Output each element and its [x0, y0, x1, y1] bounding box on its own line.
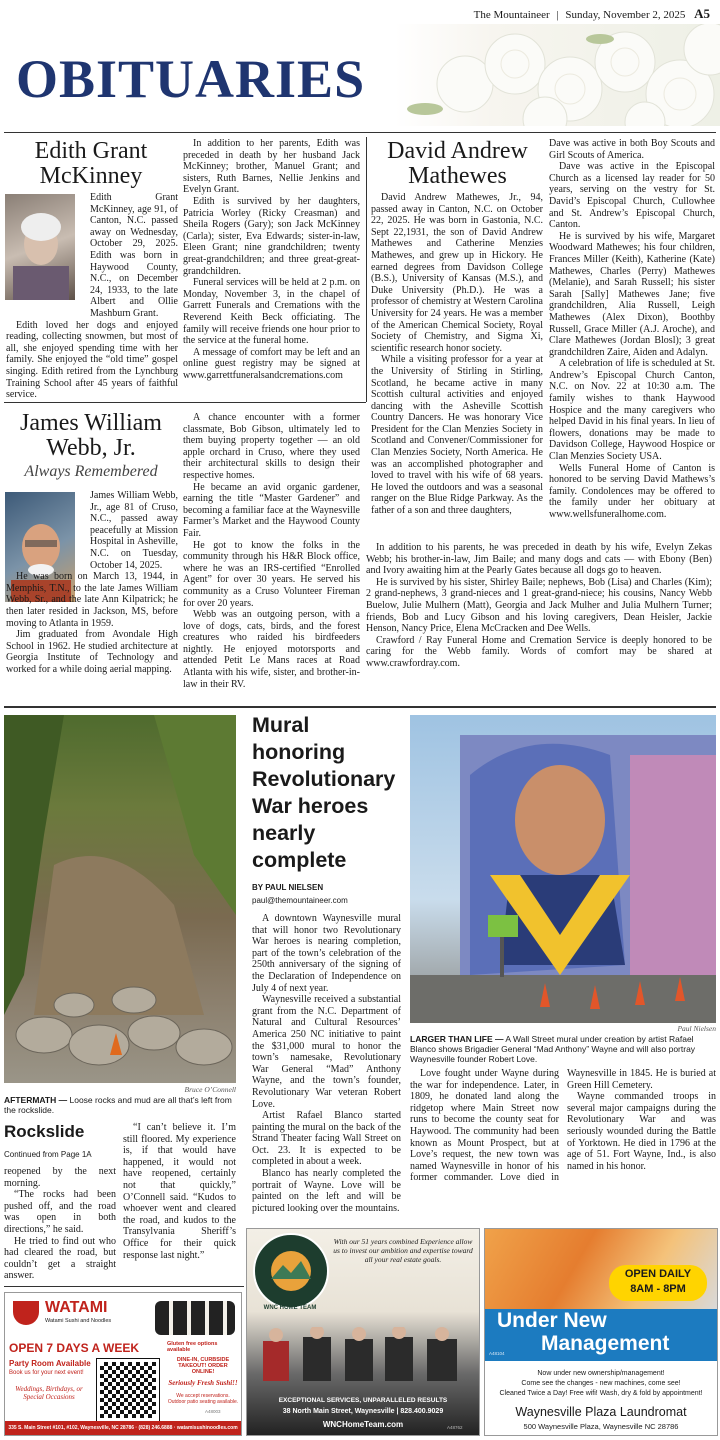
paragraph: Love fought under Wayne during the war for independence. Later, in 1809, he donated land along the ridgetop where Main Street now runs to become the county seat for Haywood. The community had been known as Mount Prospect, but at Love’s request, the new town was named Waynesville in honor of his former commander. Love died in Waynesville in 1845. He is buried at Green Hill Cemetery. — [410, 1068, 716, 1184]
watami-accept: We accept reservations. Outdoor patio seating available. — [167, 1393, 239, 1405]
watami-sub: Watami Sushi and Noodles — [45, 1318, 112, 1324]
paragraph: Dave was active in the Episcopal Church as a licensed lay reader for 50 years, serving on the vestry for St. David’s Episcopal Church, Cullowhee and St. Andrew’s Episcopal Church, Canton. — [549, 161, 715, 231]
sushi-image — [155, 1301, 235, 1335]
rockslide-headline: Rockslide — [4, 1122, 85, 1141]
page-number: A5 — [694, 6, 710, 21]
laundromat-address: 500 Waynesville Plaza, Waynesville NC 28786 — [523, 1422, 679, 1431]
laundromat-headline-1: Under New — [497, 1309, 607, 1332]
watami-brand: WATAMI — [45, 1299, 108, 1316]
caption-text: Loose rocks and mud are all that’s left from the rockslide. — [4, 1095, 232, 1115]
laundromat-name: Waynesville Plaza Laundromat — [515, 1405, 687, 1419]
bowl-icon — [13, 1301, 39, 1325]
mural-text-col2 — [410, 1068, 716, 1200]
team-photo — [257, 1327, 469, 1381]
watami-party: Party Room Available — [9, 1359, 91, 1368]
webb-subtitle: Always Remembered — [24, 463, 158, 480]
paragraph: Wells Funeral Home of Canton is honored to be serving David Mathews’s family. Condolences may be offered to the family under her obituary at www.wellsfuneralhome.com. — [549, 462, 715, 520]
webb-text-col3 — [366, 542, 712, 670]
mckinney-text-col2 — [183, 138, 360, 381]
paragraph: He is survived by his sister, Shirley Baile; nephews, Bob (Lisa) and Charles (Kim); 2 grand-nephews, 3 grand-nieces and 1 great-grand-niece; his cousins, Nancy Webb Buelow, Julie Mulhern (Matt), Georgia and Jack Mulher and Julia Mulhern Turner; friends, Bob and Lucy Gibson and his loving caregivers, Dean Heisler, Jackie Henson, Nancy Price, Elena McCracken and Dee Wells. — [366, 576, 712, 635]
mural-caption — [410, 1034, 716, 1064]
paragraph: “The rocks had been pushed off, and the road was open in both directions,” he said. — [4, 1189, 116, 1235]
rockslide-caption — [4, 1095, 236, 1115]
paragraph: Edith loved her dogs and enjoyed reading, collecting snowmen, but most of all, she enjoyed spending time with her family. She enjoyed the “old time” gospel singing. Edith retired from the Lynchburg Training School after 45 years of faithful service. — [6, 319, 178, 401]
wnc-badge: WNC HOME TEAM — [263, 1305, 317, 1311]
rockslide-text — [4, 1166, 116, 1282]
paragraph: A downtown Waynesville mural that will honor two Revolutionary War heroes is nearing completion, part of the town’s celebration of the 250th anniversary of the signing of the Declaration of Independence on July 4 of next year. — [252, 913, 401, 994]
qr-code[interactable] — [97, 1359, 159, 1421]
laundromat-line: Cleaned Twice a Day! Free wifi! Wash, dry & fold by appointment! — [499, 1390, 703, 1397]
laundromat-line: Come see the changes - new machines, come see! — [521, 1380, 681, 1387]
ad-watami[interactable] — [4, 1292, 242, 1436]
paragraph: A message of comfort may be left and an online guest registry may be signed at www.garrettfuneralsandcremations.com — [183, 346, 360, 381]
mural-credit: Paul Nielsen — [677, 1024, 716, 1033]
issue-date: Sunday, November 2, 2025 — [565, 9, 686, 21]
watami-gluten: Gluten free options available — [167, 1341, 218, 1353]
webb-text-col2 — [183, 412, 360, 690]
watami-open: OPEN 7 DAYS A WEEK — [9, 1341, 140, 1355]
rule — [4, 402, 366, 403]
paragraph: He tried to find out who had cleared the road, but couldn’t get a straight answer. — [4, 1235, 116, 1282]
laundromat-line: Now under new ownership/management! — [537, 1370, 665, 1377]
watami-fresh: Seriously Fresh Sushi!! — [168, 1379, 238, 1387]
paragraph: He was born on March 13, 1944, in Memphis, T.N., to the late James William Webb, Sr., and the late Ann Kilpatrick; he then later resided in Jackson, MS, before moving to Atlanta in 1959. — [6, 571, 178, 629]
paragraph: Funeral services will be held at 2 p.m. on Monday, November 3, in the chapel of Garrett Funerals and Cremations with the Reverend Keith Beck officiating. The family will receive friends one hour prior to the service at the funeral home. — [183, 277, 360, 347]
paragraph: While a visiting professor for a year at the University of Stirling in Stirling, Scotland, he became active in many Scottish cultural activities and enjoyed dancing with the Asheville Scottish Country Dancers. He was honorary Vice President for the Clan Menzies Society in Scotland and Convener/Commissioner for Clan Menzies Society, North America. He was an accomplished photographer and loved to travel with his wife of 68 years. He loved the outdoors and was a seasonal ranger on the Blue Ridge Parkway. As the father of a son and three daughters, — [371, 354, 543, 517]
hours-line-2: 8AM - 8PM — [630, 1283, 686, 1295]
paragraph: reopened by the next morning. — [4, 1166, 116, 1189]
paragraph: He got to know the folks in the community through his H&R Block office, where he was an IRS-certified “Enrolled Agent” for over 30 years. He served his community as a Cruso Volunteer Fireman for over 20 years. — [183, 539, 360, 609]
paragraph: In addition to her parents, Edith was preceded in death by her husband Jack McKinney; brother, Manuel Grant; and sisters, Ruth Barnes, Nellie Jenkins and Evelyn Grant. — [183, 138, 360, 196]
obit-name-mathewes: David Andrew Mathewes — [387, 138, 528, 189]
obit-name-mckinney: Edith Grant McKinney — [34, 138, 148, 189]
paragraph: Blanco has nearly completed the portrait of Wayne. Love will be painted on the left and will be pictured looking over the mountains. — [252, 1168, 401, 1214]
webb-text — [6, 490, 178, 676]
caption-lead: AFTERMATH — — [4, 1095, 68, 1105]
ad-code: A48762 — [447, 1425, 463, 1430]
wnc-web[interactable]: WNCHomeTeam.com — [322, 1420, 404, 1429]
watami-dinein: DINE-IN, CURBSIDE TAKEOUT! ORDER ONLINE! — [176, 1357, 230, 1375]
watami-events: Weddings, Birthdays, or Special Occasions — [15, 1385, 83, 1401]
hours-line-1: OPEN DAILY — [624, 1268, 692, 1280]
paper-name: The Mountaineer — [473, 9, 550, 21]
rule — [4, 1286, 244, 1287]
masthead: The Mountaineer | Sunday, November 2, 2025 A5 — [473, 6, 710, 21]
mural-text — [252, 913, 401, 1214]
caption-lead: LARGER THAN LIFE — — [410, 1034, 504, 1044]
rule — [366, 137, 367, 402]
laundromat-headline-2: Management — [541, 1332, 670, 1355]
caption-text: A Wall Street mural under creation by artist Rafael Blanco shows Brigadier General “Mad Anthony” Wayne and will also portray Waynesville founder Robert Love. — [410, 1034, 696, 1064]
paragraph: Waynesville received a substantial grant from the N.C. Department of Natural and Cultural Resources’ America 250 NC initiative to paint the $31,000 mural to honor the town’s namesake, Revolutionary War General “Mad” Anthony Wayne, and the town’s founder, Revolutionary War veteran Robert Love. — [252, 994, 401, 1110]
paragraph: Edith is survived by her daughters, Patricia Worley (Ricky Creasman) and Sheila Rogers (Gary); son Jack McKinney (Carla); sister, Eva Edwards; sister-in-law, Eleen Grant; nine grandchildren; twenty great-grandchildren; and three great-great-grandchildren. — [183, 195, 360, 277]
paragraph: He is survived by his wife, Margaret Woodward Mathewes; his four children, Frances Miller (Keith), Katherine (Kate) Mathewes, Charles (Perry) Mathewes (Melanie), and Sarah Russell; his sister Sarah [Sally] Mathewes Jane; five grandchildren, Alia Russell, Leigh Mathewes (Alex Dixon), Boothby Russell, Grace Miller (A.J. Aroche), and Clare Mathewes (Jordan Blosl); 3 great grandchildren Zaire, Aiden and Adalyn. — [549, 230, 715, 358]
ad-wnc-home-team[interactable] — [246, 1228, 480, 1436]
paragraph: “I can’t believe it. I’m still floored. My experience is, if that would have happened, it would not have reopened, certainly not that quickly,” O’Connell said. “Kudos to whoever went and cleared the road, and kudos to the Transylvania Sheriff’s Office for their quick response last night.” — [123, 1122, 236, 1261]
author-email: paul@themountaineer.com — [252, 896, 348, 905]
flowers-image — [395, 24, 720, 126]
paragraph: Webb was an outgoing person, with a love of dogs, cats, birds, and the forest creatures who raided his birdfeeders nightly. He enjoyed motorsports and attended Petit Le Mans races at Road Atlanta with his wife, sister, and brother-in-law in their RV. — [183, 609, 360, 690]
rockslide-photo — [4, 715, 236, 1083]
paragraph: Dave was active in both Boy Scouts and Girl Scouts of America. — [549, 138, 715, 161]
mural-headline: Mural honoring Revolutionary War heroes nearly complete — [252, 713, 396, 872]
paragraph: Artist Rafael Blanco started painting the mural on the back of the Strand Theater facing Wall Street on Oct. 23. It is expected to be completed in about a week. — [252, 1110, 401, 1168]
paragraph: A celebration of life is scheduled at St. Andrew’s Episcopal Church Canton, N.C. on Nov. 22 at 10:30 a.m. The family wishes to thank Haywood Hospice and the many caregivers who helped David in his final years. In lieu of flowers, donations may be made to Davidson College, Haywood Hospice or Clan Menzies Society USA. — [549, 358, 715, 463]
paragraph: In addition to his parents, he was preceded in death by his wife, Evelyn Zekas Webb; his brother-in-law, Jim Baile; and many dogs and cats — with Ebony (Ben) and Ivory awaiting him at the Pearly Gates because all dogs go to heaven. — [366, 542, 712, 577]
byline: BY PAUL NIELSEN — [252, 883, 324, 892]
ad-code: A48104 — [489, 1351, 505, 1356]
rockslide-credit: Bruce O’Connell — [184, 1085, 236, 1094]
wnc-address: 38 North Main Street, Waynesville | 828.400.9029 — [282, 1408, 444, 1415]
wnc-services: EXCEPTIONAL SERVICES, UNPARALLELED RESULTS — [278, 1397, 448, 1404]
section-title: OBITUARIES — [16, 49, 366, 109]
paragraph: David Andrew Mathewes, Jr., 94, passed away in Canton, N.C. on October 22, 2025. He was born in Gastonia, N.C. Sept 22,1931, the son of David Andrew Mathewes and Catherine Menzies Mathewes, and grew up in Hickory. He earned degrees from Davidson College (B.S.), University of Kansas (M.S.), and Duke University (Ph.D.). He was a professor of chemistry at Western Carolina University for 24 years. He was a member of the American Chemical Society, Royal Society of Chemistry, and Sigma Xi, scientific research honor society. — [371, 192, 543, 354]
rule — [4, 132, 716, 133]
obit-name-webb: James William Webb, Jr. — [20, 410, 162, 461]
rockslide-text-col2 — [123, 1122, 236, 1261]
paragraph: He became an avid organic gardener, earning the title “Master Gardener” and becoming a familiar face at the Waynesville Farmer’s Market and the Haywood County Fair. — [183, 481, 360, 539]
mckinney-text — [6, 192, 178, 401]
watami-book: Book us for your next event! — [9, 1370, 84, 1376]
rule — [4, 706, 716, 708]
mathewes-text — [371, 192, 543, 517]
paragraph: A chance encounter with a former classmate, Bob Gibson, ultimately led to them buying property together — an old apple orchard in Cruso, where they used their architectural skills to design their respective homes. — [183, 412, 360, 481]
ad-code: A48003 — [205, 1409, 221, 1414]
watami-address: 335 S. Main Street #101, #102, Waynesville, NC 28786 · (828) 246.6888 · watamisushinoodles.com — [5, 1421, 241, 1435]
paragraph: Wayne commanded troops in several major campaigns during the Revolutionary War and was seriously wounded during the Battle of Yorktown. He died in 1796 at the age of 51. Fort Wayne, Ind., is also named in his honor. — [567, 1091, 716, 1172]
paragraph: Edith Grant McKinney, age 91, of Canton, N.C. passed away on Wednesday, October 29, 2025. Edith was born in Haywood County, N.C., on December 24, 1933, to the late Albert and Ollie Mashburn Grant. — [90, 192, 178, 319]
laundromat-lines — [485, 1369, 717, 1399]
paragraph: Crawford / Ray Funeral Home and Cremation Service is deeply honored to be caring for the Webb family. Words of comfort may be shared at www.crawfordray.com. — [366, 634, 712, 669]
jump-line: Continued from Page 1A — [4, 1150, 92, 1159]
paragraph: James William Webb, Jr., age 81 of Cruso, N.C., passed away peacefully at Mission Hospital in Asheville, N.C. on Tuesday, October 14, 2025. — [90, 490, 178, 571]
mathewes-text-col2 — [549, 138, 715, 521]
hours-badge — [609, 1265, 707, 1301]
paragraph: Jim graduated from Avondale High School in 1962. He studied architecture at Georgia Institute of Technology and worked for a while doing aerial mapping. — [6, 629, 178, 675]
mural-photo — [410, 715, 716, 1023]
ad-laundromat[interactable] — [484, 1228, 718, 1436]
wnc-logo — [253, 1233, 329, 1309]
wnc-tagline: With our 51 years combined Experience allow us to invest our ambition and expertise toward all your real estate goals. — [333, 1237, 473, 1264]
